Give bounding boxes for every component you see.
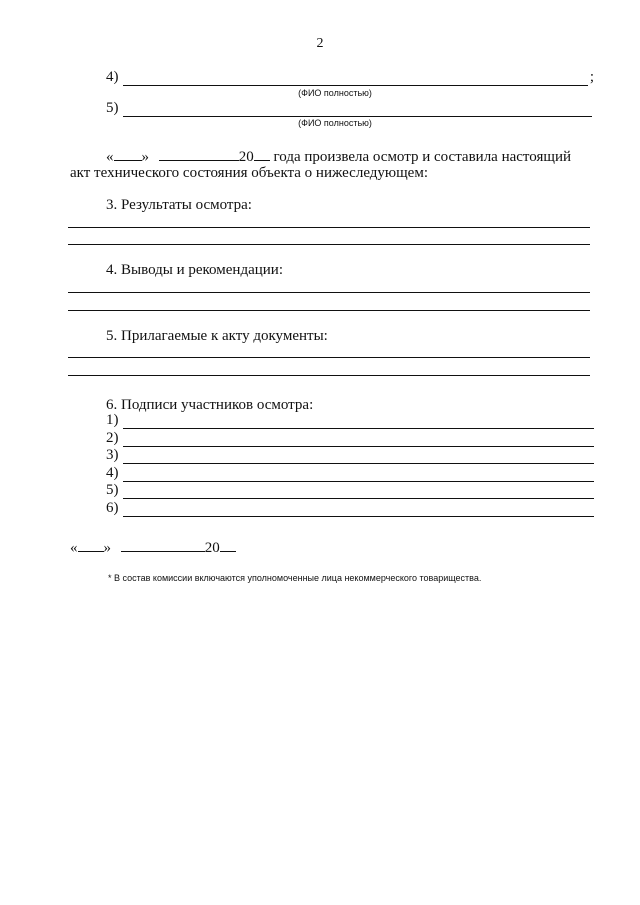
conclusions-line-1[interactable] [68,292,590,293]
member-number: 4) [106,69,119,85]
inspection-sentence-rest: года произвела осмотр и составила настоящий [273,149,572,165]
section-heading-conclusions: 4. Выводы и рекомендации: [106,262,283,278]
document-date [70,539,236,557]
section-heading-attachments: 5. Прилагаемые к акту документы: [106,328,328,344]
results-line-2[interactable] [68,244,590,245]
signature-row-2 [106,432,594,447]
signature-number: 4) [106,465,119,481]
member-line-5 [106,101,594,117]
open-quote: « [70,540,78,556]
inspection-sentence-line2: акт технического состояния объекта о нижеследующем: [70,165,428,181]
signature-row-6 [106,502,594,517]
member-caption: (ФИО полностью) [298,118,372,128]
footnote: * В состав комиссии включаются уполномоченные лица некоммерческого товарищества. [108,573,482,583]
year-prefix: 20 [204,540,220,556]
signature-row-3 [106,449,594,464]
results-line-1[interactable] [68,227,590,228]
signature-field[interactable] [123,469,595,482]
year-suffix-field[interactable] [254,148,270,161]
member-line-end: ; [589,69,594,85]
open-quote: « [106,149,114,165]
month-field[interactable] [121,539,205,552]
signature-field[interactable] [123,504,595,517]
close-quote: » [141,149,149,165]
inspection-sentence-line1 [106,148,606,166]
signature-number: 1) [106,412,119,428]
signature-field[interactable] [123,416,595,429]
member-number: 5) [106,100,119,116]
conclusions-line-2[interactable] [68,310,590,311]
signature-number: 6) [106,500,119,516]
section-heading-signatures: 6. Подписи участников осмотра: [106,397,314,413]
signature-number: 2) [106,430,119,446]
member-name-field[interactable] [123,73,588,86]
month-field[interactable] [159,148,239,161]
attachments-line-1[interactable] [68,357,590,358]
signature-number: 5) [106,482,119,498]
signature-field[interactable] [123,486,595,499]
page-number: 2 [316,36,324,51]
signature-row-5 [106,484,594,499]
signature-row-4 [106,467,594,482]
day-field[interactable] [114,148,142,161]
signature-field[interactable] [123,434,595,447]
attachments-line-2[interactable] [68,375,590,376]
section-heading-results: 3. Результаты осмотра: [106,197,252,213]
year-prefix: 20 [238,149,254,165]
member-name-field[interactable] [123,104,593,117]
signature-row-1 [106,414,594,429]
member-line-4 [106,70,594,86]
signature-number: 3) [106,447,119,463]
signature-field[interactable] [123,451,595,464]
close-quote: » [103,540,111,556]
member-caption: (ФИО полностью) [298,88,372,98]
year-suffix-field[interactable] [220,539,236,552]
day-field[interactable] [78,539,104,552]
